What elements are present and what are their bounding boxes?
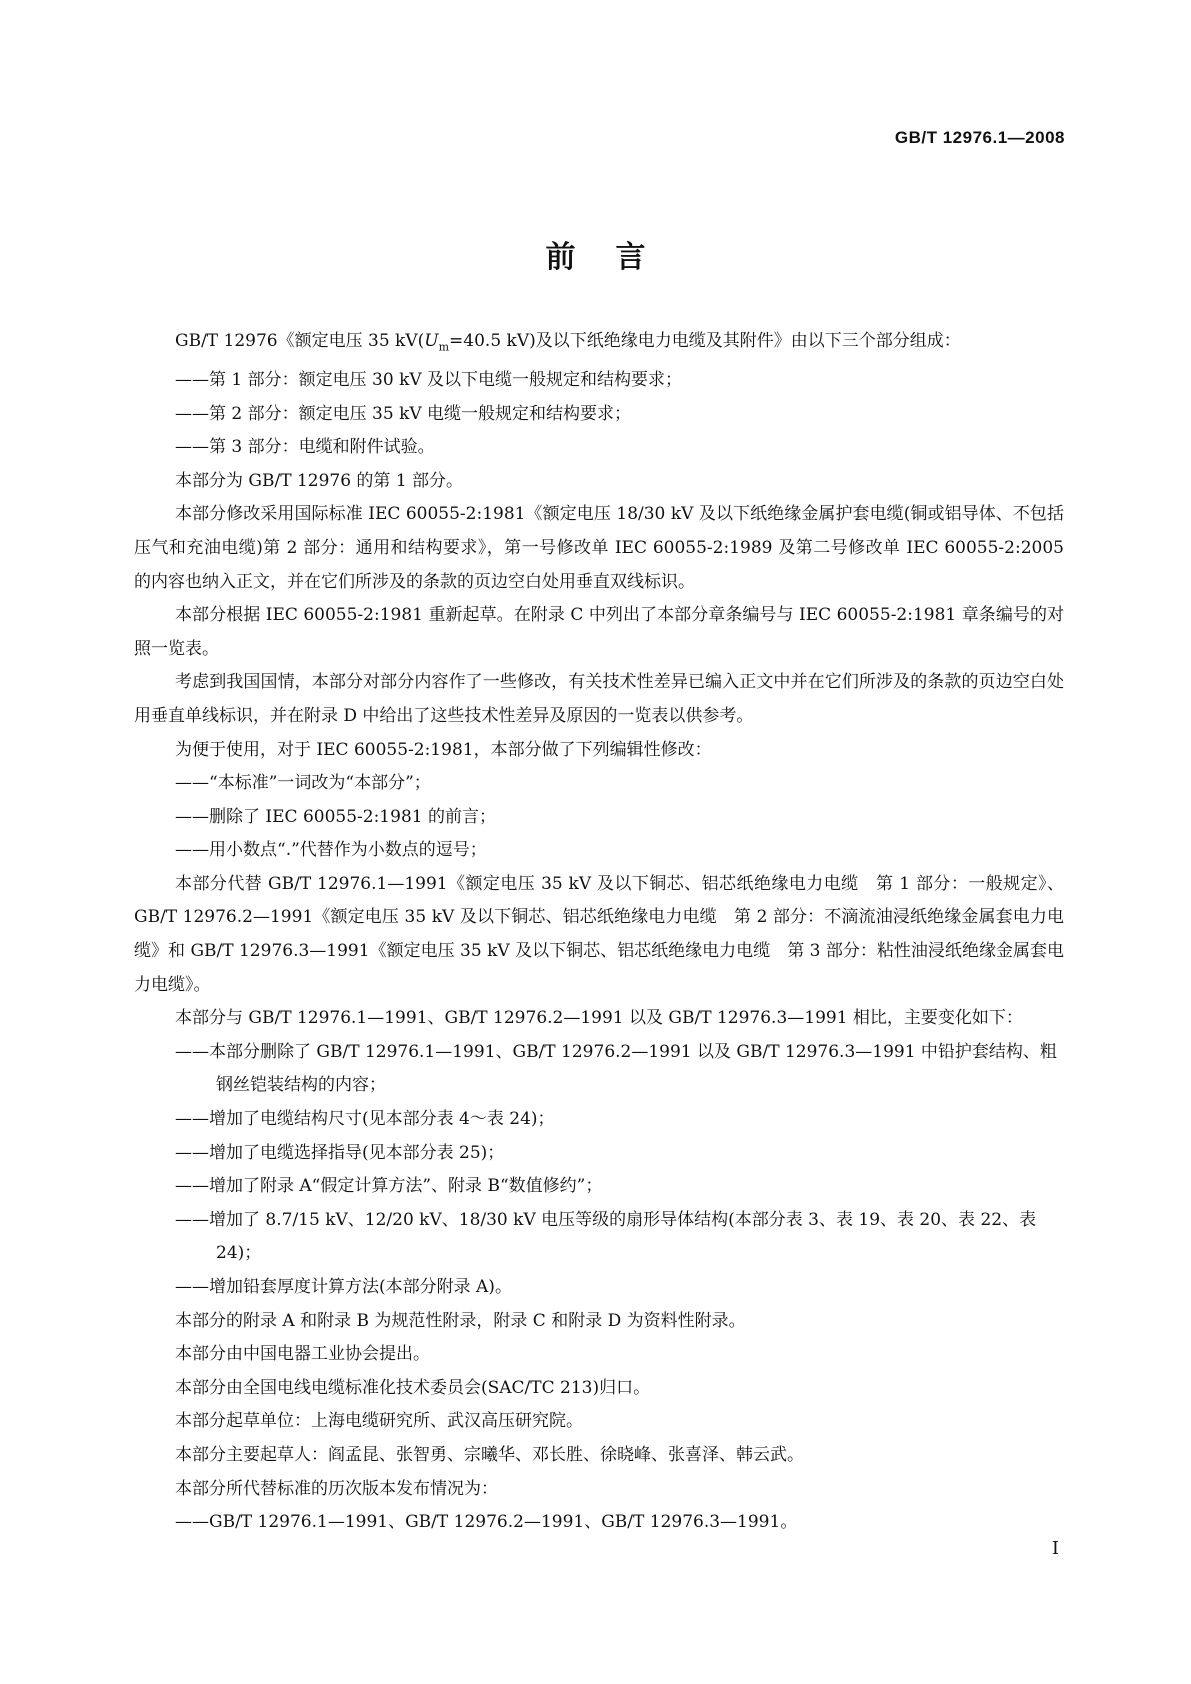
paragraph: 为便于使用，对于 IEC 60055-2:1981，本部分做了下列编辑性修改： bbox=[175, 739, 712, 760]
paragraph: 本部分由全国电线电缆标准化技术委员会(SAC/TC 213)归口。 bbox=[175, 1377, 651, 1398]
paragraph: 本部分由中国电器工业协会提出。 bbox=[175, 1344, 430, 1365]
paragraph: 本部分修改采用国际标准 IEC 60055-2:1981《额定电压 18/30 kV 及以下纸绝缘金属护套电缆(铜或铝导体、不包括压气和充油电缆)第 2 部分：通用和结构要求》，第一号修改单 IEC 60055-2:1989 及第二号修改单 IEC 60055-2:2005 的内容也纳入正文，并在它们所涉及的条款的页边空白处用垂直双线标识。 bbox=[134, 504, 1064, 592]
page-number: I bbox=[1051, 1538, 1059, 1559]
paragraph: 本部分与 GB/T 12976.1—1991、GB/T 12976.2—1991 以及 GB/T 12976.3—1991 相比，主要变化如下： bbox=[175, 1008, 1023, 1029]
list-item: ——第 3 部分：电缆和附件试验。 bbox=[175, 437, 435, 458]
standard-number: GB/T 12976.1—2008 bbox=[894, 128, 1065, 147]
list-item: ——本部分删除了 GB/T 12976.1—1991、GB/T 12976.2—1991 以及 GB/T 12976.3—1991 中铅护套结构、粗钢丝铠装结构的内容； bbox=[175, 1041, 1057, 1096]
paragraph: 本部分起草单位：上海电缆研究所、武汉高压研究院。 bbox=[175, 1411, 583, 1432]
list-item: ——删除了 IEC 60055-2:1981 的前言； bbox=[175, 806, 496, 827]
list-item: ——第 2 部分：额定电压 35 kV 电缆一般规定和结构要求； bbox=[175, 403, 632, 424]
list-item: ——增加铅套厚度计算方法(本部分附录 A)。 bbox=[175, 1277, 512, 1298]
paragraph: 本部分的附录 A 和附录 B 为规范性附录，附录 C 和附录 D 为资料性附录。 bbox=[175, 1310, 746, 1331]
paragraph: 本部分代替 GB/T 12976.1—1991《额定电压 35 kV 及以下铜芯、铝芯纸绝缘电力电缆 第 1 部分：一般规定》、GB/T 12976.2—1991《额定电压 35 kV 及以下铜芯、铝芯纸绝缘电力电缆 第 2 部分：不滴流油浸纸绝缘金属套电力电缆》和 GB/T 12976.3—1991《额定电压 35 kV 及以下铜芯、铝芯纸绝缘电力电缆 第 3 部分：粘性油浸纸绝缘金属套电力电缆》。 bbox=[134, 873, 1064, 995]
list-item: ——第 1 部分：额定电压 30 kV 及以下电缆一般规定和结构要求； bbox=[175, 369, 683, 390]
page-title: 前言 bbox=[545, 240, 686, 275]
paragraph: 本部分主要起草人：阎孟昆、张智勇、宗曦华、邓长胜、徐晓峰、张喜泽、韩云武。 bbox=[175, 1444, 804, 1465]
paragraph: 本部分根据 IEC 60055-2:1981 重新起草。在附录 C 中列出了本部分章条编号与 IEC 60055-2:1981 章条编号的对照一览表。 bbox=[134, 605, 1064, 659]
list-item: ——GB/T 12976.1—1991、GB/T 12976.2—1991、GB/T 12976.3—1991。 bbox=[175, 1512, 798, 1533]
paragraph: 本部分为 GB/T 12976 的第 1 部分。 bbox=[175, 470, 464, 491]
paragraph: 本部分所代替标准的历次版本发布情况为： bbox=[175, 1478, 498, 1499]
list-item: ——增加了 8.7/15 kV、12/20 kV、18/30 kV 电压等级的扇形导体结构(本部分表 3、表 19、表 20、表 22、表 24)； bbox=[175, 1209, 1037, 1264]
list-item: ——增加了附录 A“假定计算方法”、附录 B“数值修约”； bbox=[175, 1176, 603, 1197]
list-item: ——增加了电缆结构尺寸(见本部分表 4～表 24)； bbox=[175, 1109, 555, 1130]
list-item: ——“本标准”一词改为“本部分”； bbox=[175, 773, 431, 794]
paragraph: 考虑到我国国情，本部分对部分内容作了一些修改，有关技术性差异已编入正文中并在它们所涉及的条款的页边空白处用垂直单线标识，并在附录 D 中给出了这些技术性差异及原因的一览表以供参考。 bbox=[134, 672, 1064, 726]
paragraph: GB/T 12976《额定电压 35 $kV(U_m=40.5$ kV)及以下纸绝缘电力电缆及其附件》由以下三个部分组成： bbox=[175, 331, 961, 354]
list-item: ——增加了电缆选择指导(见本部分表 25)； bbox=[175, 1142, 505, 1163]
list-item: ——用小数点“.”代替作为小数点的逗号； bbox=[175, 840, 487, 861]
foreword-body bbox=[134, 325, 1064, 1540]
